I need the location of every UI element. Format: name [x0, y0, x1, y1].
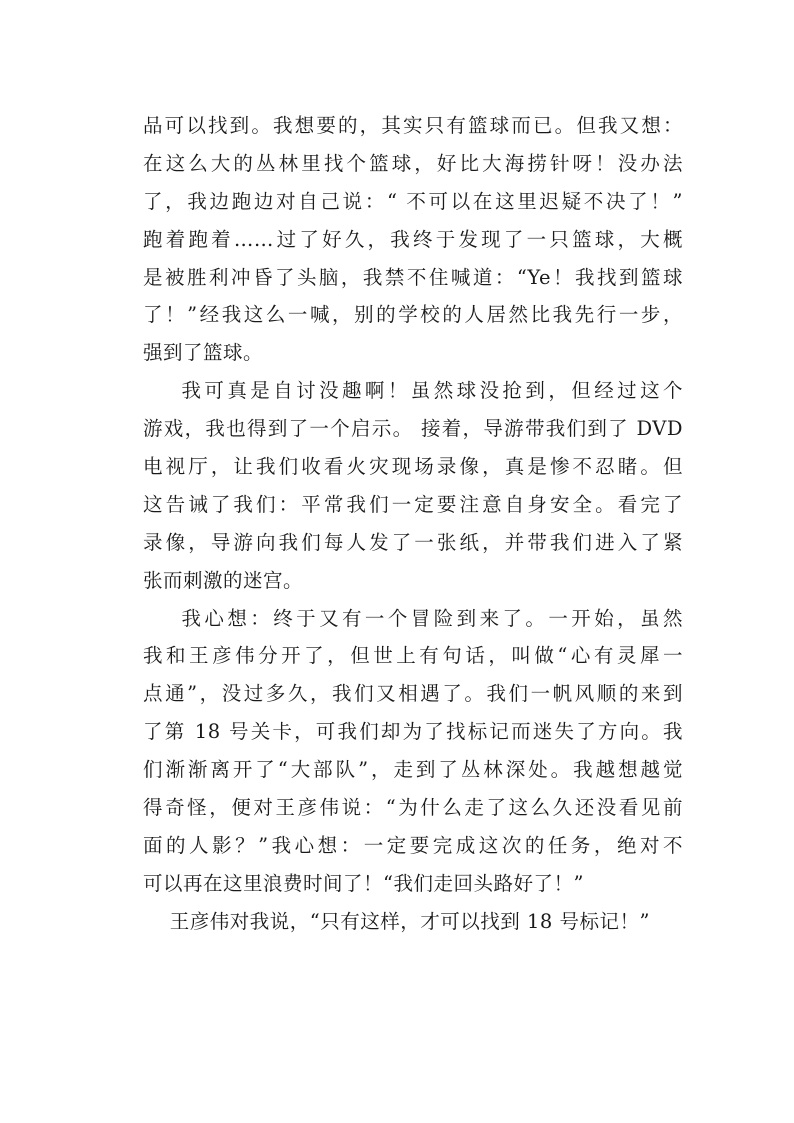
text-line: 是被胜利冲昏了头脑，我禁不住喊道：“Ye！我找到篮球: [143, 265, 683, 289]
text-line: 我心想：终于又有一个冒险到来了。一开始，虽然: [143, 606, 683, 630]
text-line: 品可以找到。我想要的，其实只有篮球而已。但我又想：: [143, 114, 683, 137]
text-line: 可以再在这里浪费时间了！“我们走回头路好了！”: [143, 871, 584, 895]
text-line: 得奇怪，便对王彦伟说：“为什么走了这么久还没看见前: [143, 796, 683, 820]
text-line: 我和王彦伟分开了，但世上有句话，叫做“心有灵犀一: [143, 644, 683, 668]
text-line: 电视厅，让我们收看火灾现场录像，真是惨不忍睹。但: [143, 455, 683, 479]
text-line: 游戏，我也得到了一个启示。 接着，导游带我们到了 DVD: [143, 417, 683, 441]
text-line: 王彦伟对我说，“只有这样，才可以找到 18 号标记！”: [143, 909, 650, 933]
text-line: 了！”经我这么一喊，别的学校的人居然比我先行一步，: [143, 303, 683, 327]
text-line: 强到了篮球。: [143, 341, 264, 365]
text-line: 录像，导游向我们每人发了一张纸，并带我们进入了紧: [143, 530, 683, 554]
text-line: 跑着跑着……过了好久，我终于发现了一只篮球，大概: [143, 227, 683, 251]
text-line: 这告诫了我们：平常我们一定要注意自身安全。看完了: [143, 492, 683, 516]
text-line: 了第 18 号关卡，可我们却为了找标记而迷失了方向。我: [143, 720, 683, 744]
text-line: 面的人影？”我心想：一定要完成这次的任务，绝对不: [143, 833, 683, 857]
text-line: 在这么大的丛林里找个篮球，好比大海捞针呀！没办法: [143, 151, 683, 175]
text-line: 们渐渐离开了“大部队”，走到了丛林深处。我越想越觉: [143, 758, 683, 782]
text-line: 张而刺激的迷宫。: [143, 568, 304, 592]
body-text: [143, 107, 683, 941]
text-line: 了，我边跑边对自己说：“ 不可以在这里迟疑不决了！”: [143, 189, 683, 213]
text-line: 点通”，没过多久，我们又相遇了。我们一帆风顺的来到: [143, 682, 683, 706]
text-line: 我可真是自讨没趣啊！虽然球没抢到，但经过这个: [143, 379, 683, 403]
